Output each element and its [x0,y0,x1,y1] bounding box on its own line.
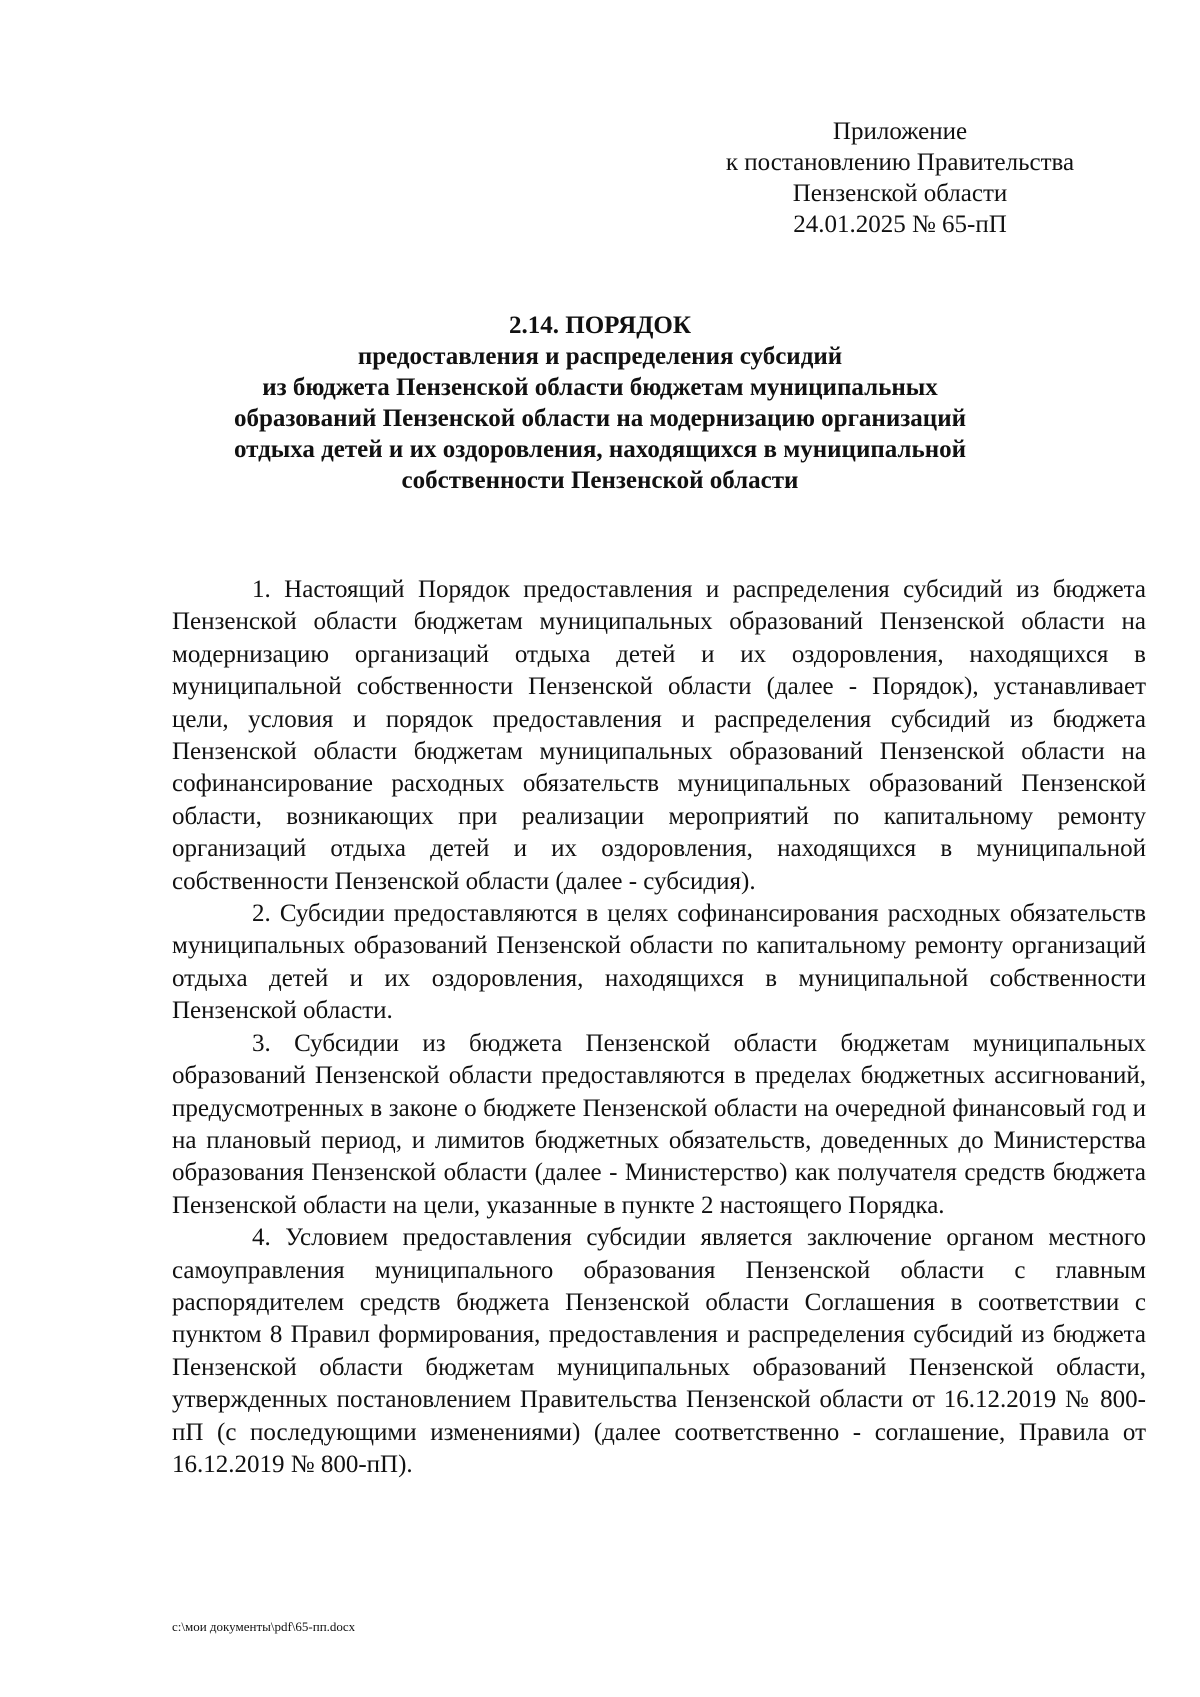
document-title [130,310,1070,496]
paragraph-1: 1. Настоящий Порядок предоставления и распределения субсидий из бюджета Пензенской области бюджетам муниципальных образований Пензенской области на модернизацию организаций отдыха детей и их оздоровления, находящихся в муниципальной собственности Пензенской области (далее - Порядок), устанавливает цели, условия и порядок предоставления и распределения субсидий из бюджета Пензенской области бюджетам муниципальных образований Пензенской области на софинансирование расходных обязательств муниципальных образований Пензенской области, возникающих при реализации мероприятий по капитальному ремонту организаций отдыха детей и их оздоровления, находящихся в муниципальной собственности Пензенской области (далее - субсидия). [172,576,1146,895]
paragraph-4: 4. Условием предоставления субсидии является заключение органом местного самоуправления муниципального образования Пензенской области с главным распорядителем средств бюджета Пензенской области Соглашения в соответствии с пунктом 8 Правил формирования, предоставления и распределения субсидий из бюджета Пензенской области бюджетам муниципальных образований Пензенской области, утвержденных постановлением Правительства Пензенской области от 16.12.2019 № 800-пП (с последующими изменениями) (далее соответственно - соглашение, Правила от 16.12.2019 № 800-пП). [172,1224,1146,1478]
appendix-resolution-line: к постановлению Правительства [725,149,1075,176]
title-line-4: образований Пензенской области на модернизацию организаций [233,405,967,432]
appendix-block [650,116,1150,240]
document-body [172,574,1146,1481]
file-path-footer: c:\мои документы\pdf\65-пп.docx [172,1619,356,1634]
title-line-1: 2.14. ПОРЯДОК [509,312,691,339]
title-line-2: предоставления и распределения субсидий [357,343,843,370]
appendix-region-line: Пензенской области [792,180,1008,207]
paragraph-2: 2. Субсидии предоставляются в целях софинансирования расходных обязательств муниципальных образований Пензенской области по капитальному ремонту организаций отдыха детей и их оздоровления, находящихся в муниципальной собственности Пензенской области. [172,900,1146,1025]
title-line-5: отдыха детей и их оздоровления, находящихся в муниципальной [233,436,967,463]
title-line-3: из бюджета Пензенской области бюджетам муниципальных [262,374,938,401]
title-line-6: собственности Пензенской области [401,467,799,494]
appendix-label: Приложение [832,118,968,145]
paragraph-3: 3. Субсидии из бюджета Пензенской области бюджетам муниципальных образований Пензенской области предоставляются в пределах бюджетных ассигнований, предусмотренных в законе о бюджете Пензенской области на очередной финансовый год и на плановый период, и лимитов бюджетных обязательств, доведенных до Министерства образования Пензенской области (далее - Министерство) как получателя средств бюджета Пензенской области на цели, указанные в пункте 2 настоящего Порядка. [172,1029,1146,1219]
appendix-date-number: 24.01.2025 № 65-пП [793,211,1007,238]
